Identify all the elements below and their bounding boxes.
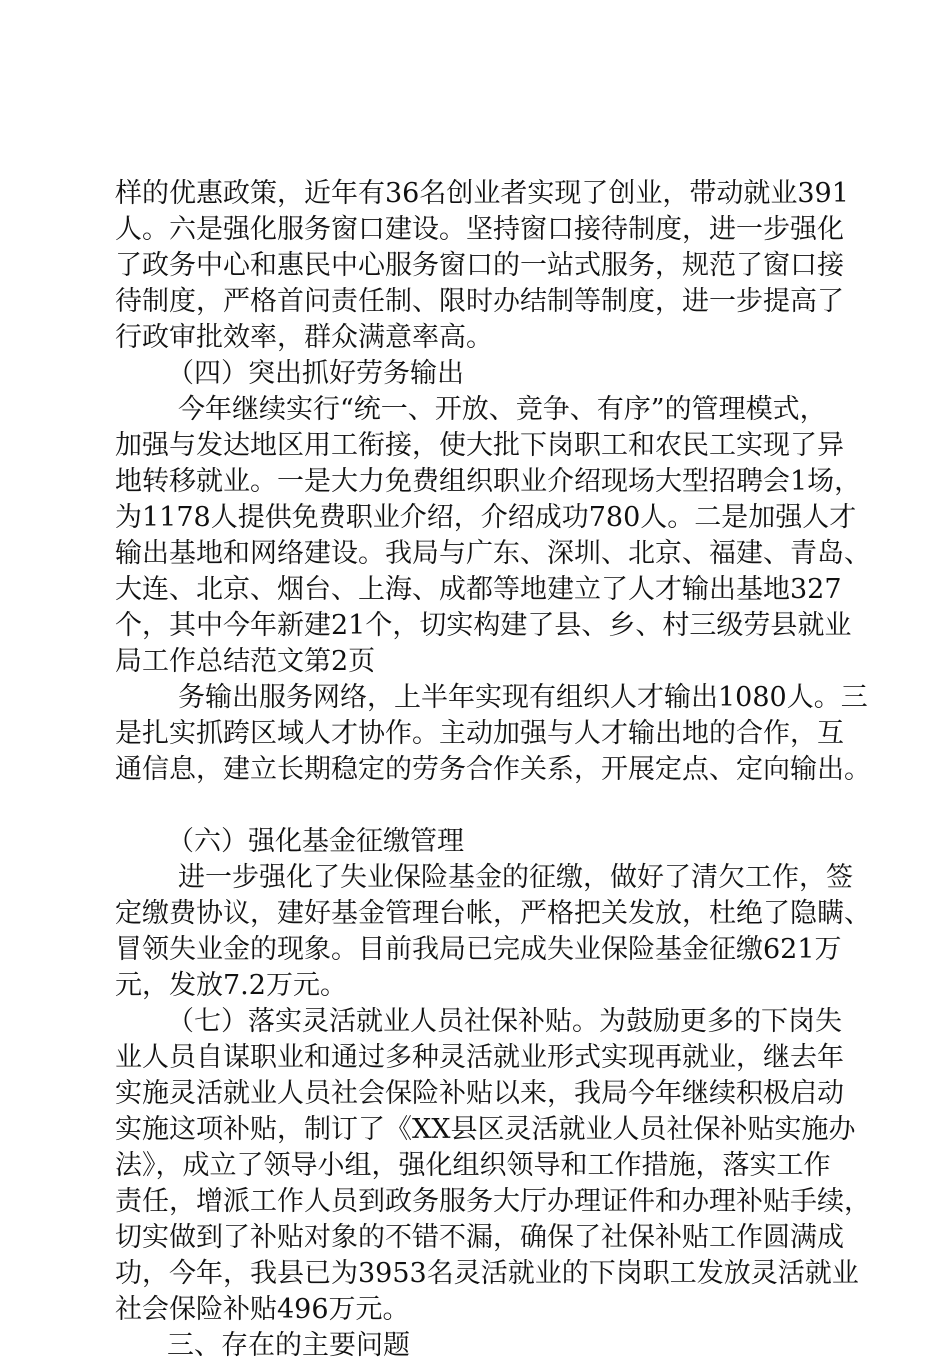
text-line: 今年继续实行“统一、开放、竞争、有序”的管理模式， (178, 394, 827, 425)
text-line: 切实做到了补贴对象的不错不漏，确保了社保补贴工作圆满成 (115, 1222, 844, 1253)
text-line: 实施灵活就业人员社会保险补贴以来，我局今年继续积极启动 (115, 1078, 844, 1109)
text-line: 样的优惠政策，近年有36名创业者实现了创业，带动就业391 (115, 178, 849, 209)
text-line: 进一步强化了失业保险基金的征缴，做好了清欠工作，签 (178, 862, 853, 893)
text-line: 业人员自谋职业和通过多种灵活就业形式实现再就业，继去年 (115, 1042, 844, 1073)
text-line: 加强与发达地区用工衔接，使大批下岗职工和农民工实现了异 (115, 430, 844, 461)
text-line: 冒领失业金的现象。目前我局已完成失业保险基金征缴621万 (115, 934, 842, 965)
text-line: 功，今年，我县已为3953名灵活就业的下岗职工发放灵活就业 (115, 1258, 859, 1289)
text-line: 通信息，建立长期稳定的劳务合作关系，开展定点、定向输出。 (115, 754, 871, 785)
section-heading: （六）强化基金征缴管理 (167, 826, 464, 857)
text-line: 定缴费协议，建好基金管理台帐，严格把关发放，杜绝了隐瞒、 (115, 898, 871, 929)
text-line: 社会保险补贴496万元。 (115, 1294, 410, 1325)
text-line: 人。六是强化服务窗口建设。坚持窗口接待制度，进一步强化 (115, 214, 844, 245)
text-line: 责任，增派工作人员到政务服务大厅办理证件和办理补贴手续， (115, 1186, 871, 1217)
text-line: 大连、北京、烟台、上海、成都等地建立了人才输出基地327 (115, 574, 842, 605)
text-line: 局工作总结范文第2页 (115, 646, 376, 677)
text-line: 行政审批效率，群众满意率高。 (115, 322, 493, 353)
section-heading: 三、存在的主要问题 (167, 1330, 410, 1361)
text-line: 务输出服务网络，上半年实现有组织人才输出1080人。三 (178, 682, 868, 713)
text-line: 实施这项补贴，制订了《XX县区灵活就业人员社保补贴实施办 (115, 1114, 856, 1145)
text-line: 地转移就业。一是大力免费组织职业介绍现场大型招聘会1场， (115, 466, 862, 497)
text-line: 待制度，严格首问责任制、限时办结制等制度，进一步提高了 (115, 286, 844, 317)
text-line: 个，其中今年新建21个，切实构建了县、乡、村三级劳县就业 (115, 610, 852, 641)
text-line: 是扎实抓跨区域人才协作。主动加强与人才输出地的合作，互 (115, 718, 844, 749)
text-line: 了政务中心和惠民中心服务窗口的一站式服务，规范了窗口接 (115, 250, 844, 281)
text-line: 输出基地和网络建设。我局与广东、深圳、北京、福建、青岛、 (115, 538, 871, 569)
text-line: 为1178人提供免费职业介绍，介绍成功780人。二是加强人才 (115, 502, 857, 533)
section-heading: （七）落实灵活就业人员社保补贴。为鼓励更多的下岗失 (167, 1006, 842, 1037)
text-line: 法》，成立了领导小组，强化组织领导和工作措施，落实工作 (115, 1150, 831, 1181)
text-line: 元，发放7.2万元。 (115, 970, 347, 1001)
section-heading: （四）突出抓好劳务输出 (167, 358, 464, 389)
